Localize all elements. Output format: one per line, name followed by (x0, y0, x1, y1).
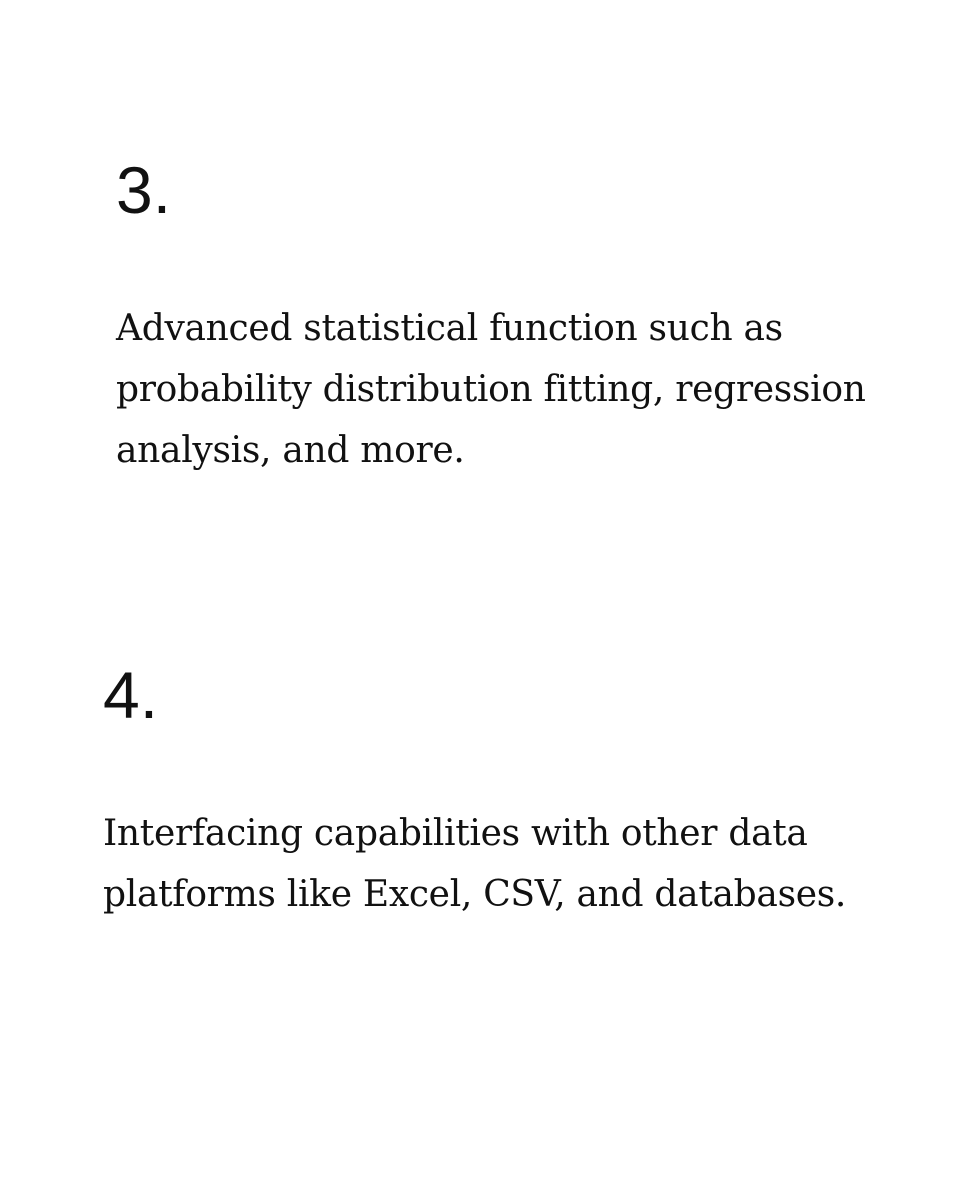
item-number: 3. (116, 153, 172, 227)
item-number: 4. (103, 658, 159, 732)
list-item-3 (116, 150, 896, 481)
item-description: Advanced statistical function such as probability distribution fitting, regression analysis, and more. (116, 308, 866, 471)
list-item-4 (103, 655, 883, 925)
item-description: Interfacing capabilities with other data platforms like Excel, CSV, and databases. (103, 813, 847, 915)
